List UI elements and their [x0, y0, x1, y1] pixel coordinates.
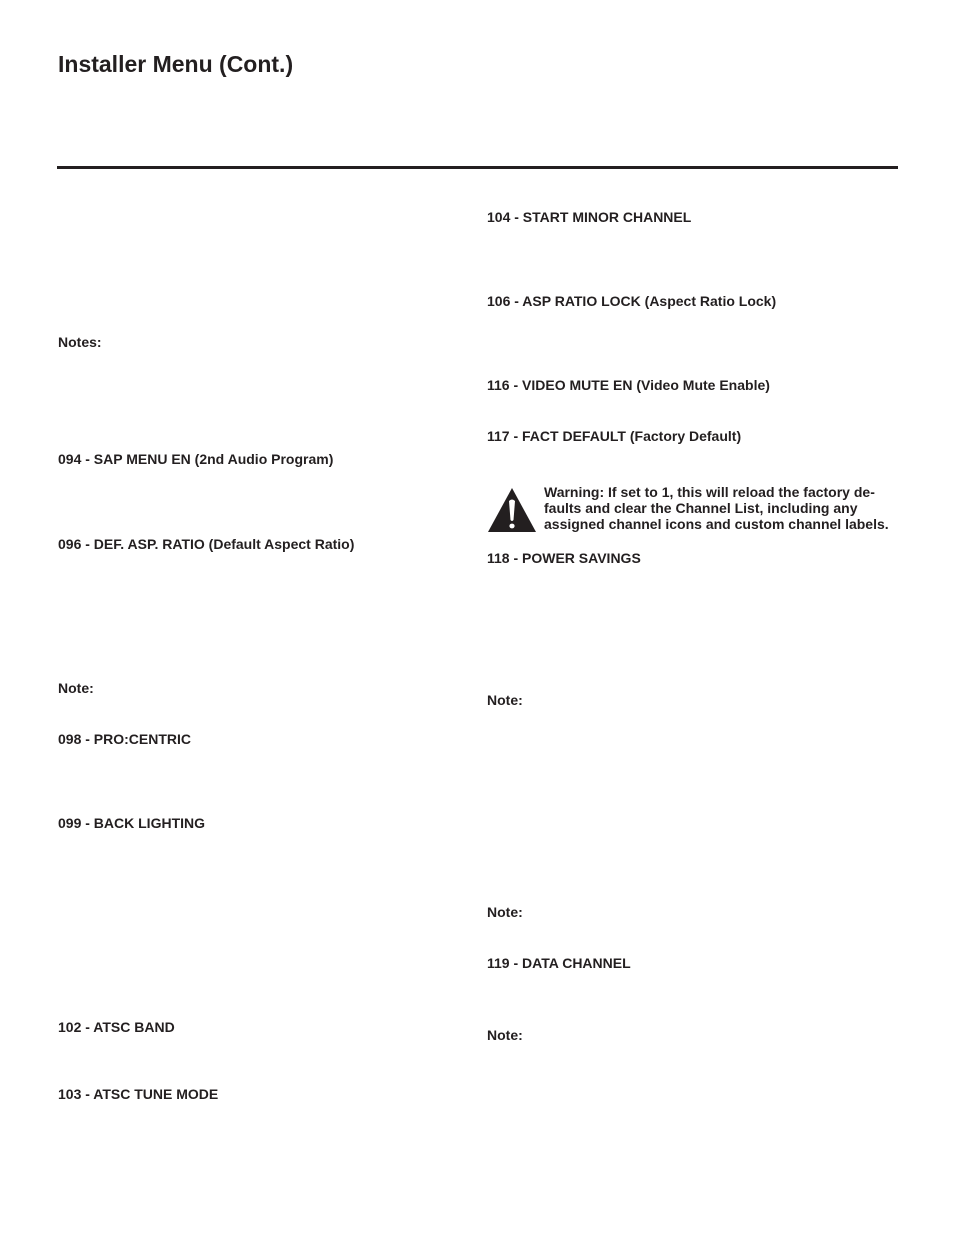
note-label: Note:: [487, 904, 523, 920]
heading-096-def-asp-ratio: 096 - DEF. ASP. RATIO (Default Aspect Ratio): [58, 536, 355, 552]
heading-116-video-mute-en: 116 - VIDEO MUTE EN (Video Mute Enable): [487, 377, 770, 393]
note-label: Note:: [58, 680, 94, 696]
heading-119-data-channel: 119 - DATA CHANNEL: [487, 955, 631, 971]
heading-118-power-savings: 118 - POWER SAVINGS: [487, 550, 641, 566]
heading-106-asp-ratio-lock: 106 - ASP RATIO LOCK (Aspect Ratio Lock): [487, 293, 777, 309]
heading-094-sap-menu-en: 094 - SAP MENU EN (2nd Audio Program): [58, 451, 334, 467]
heading-098-pro-centric: 098 - PRO:CENTRIC: [58, 731, 192, 747]
heading-102-atsc-band: 102 - ATSC BAND: [58, 1019, 175, 1035]
factory-default-warning: Warning: If set to 1, this will reload the factory de-faults and clear the Channel List, including any assigned channel icons and custom channel labels.: [544, 484, 889, 532]
heading-117-fact-default: 117 - FACT DEFAULT (Factory Default): [487, 428, 742, 444]
warning-icon: [487, 487, 537, 533]
header-divider: [57, 166, 898, 169]
heading-103-atsc-tune-mode: 103 - ATSC TUNE MODE: [58, 1086, 219, 1102]
heading-099-back-lighting: 099 - BACK LIGHTING: [58, 815, 206, 831]
note-label: Note:: [487, 1027, 523, 1043]
heading-104-start-minor-channel: 104 - START MINOR CHANNEL: [487, 209, 692, 225]
notes-label: Notes:: [58, 334, 102, 350]
note-label: Note:: [487, 692, 523, 708]
page-title: Installer Menu (Cont.): [58, 51, 294, 77]
